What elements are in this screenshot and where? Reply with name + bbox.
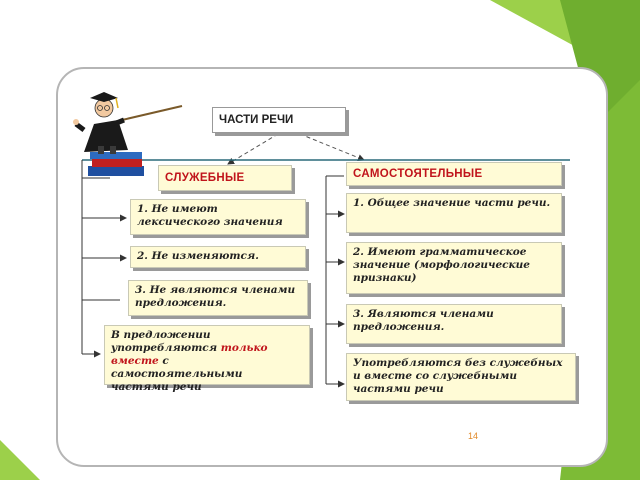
independent-item-3: 3. Являются членами предложения. bbox=[346, 304, 562, 344]
auxiliary-item-4 bbox=[104, 325, 310, 393]
auxiliary-item-1: 1. Не имеют лексического значения bbox=[130, 199, 306, 235]
auxiliary-item-4-text-end: с самостоятельными частями речи bbox=[111, 355, 243, 393]
auxiliary-item-2: 2. Не изменяются. bbox=[130, 246, 306, 268]
auxiliary-item-4-text-start: В предложении употребляются bbox=[111, 329, 221, 354]
page-number: 14 bbox=[468, 431, 479, 441]
header-auxiliary: СЛУЖЕБНЫЕ bbox=[158, 165, 292, 191]
independent-item-4: Употребляются без служебных и вместе со служебными частями речи bbox=[346, 353, 576, 401]
auxiliary-item-4-highlight: только вместе bbox=[111, 342, 268, 367]
independent-item-1: 1. Общее значение части речи. bbox=[346, 193, 562, 233]
diagram-title: ЧАСТИ РЕЧИ bbox=[212, 107, 346, 133]
auxiliary-item-3: 3. Не являются членами предложения. bbox=[128, 280, 308, 316]
independent-item-2: 2. Имеют грамматическое значение (морфологические признаки) bbox=[346, 242, 562, 294]
header-independent: САМОСТОЯТЕЛЬНЫЕ bbox=[346, 162, 562, 186]
